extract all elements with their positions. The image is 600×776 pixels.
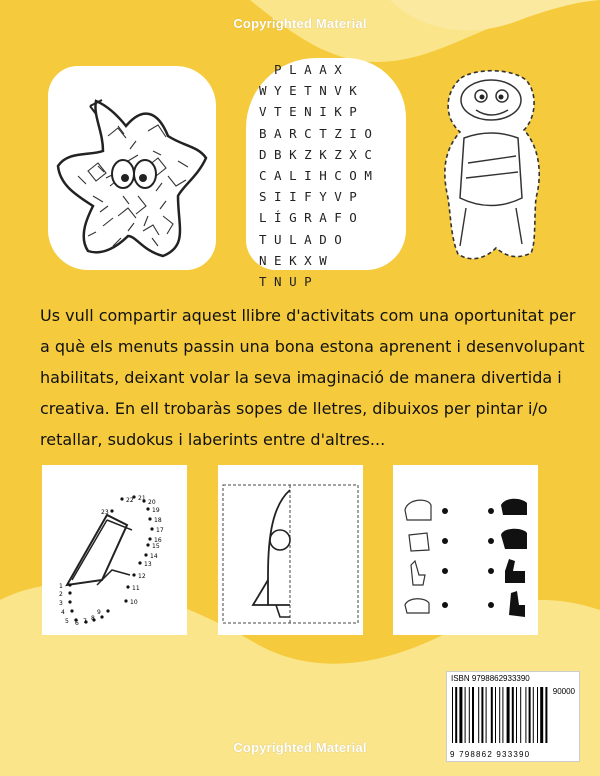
dot <box>126 585 129 588</box>
dot-number: 11 <box>132 585 140 592</box>
dot-number: 2 <box>59 591 63 598</box>
dot-number: 4 <box>61 609 65 616</box>
barcode-bar <box>533 687 534 743</box>
dot <box>124 599 127 602</box>
barcode-bar <box>472 687 474 743</box>
dot <box>106 609 109 612</box>
isbn-label: ISBN 9798862933390 <box>451 674 530 683</box>
barcode-bar <box>507 687 510 743</box>
dot-number: 10 <box>130 599 138 606</box>
word-search-row: N E K X W <box>259 252 327 268</box>
dot-number: 18 <box>154 517 162 524</box>
dot-number: 14 <box>150 553 158 560</box>
dot-number: 22 <box>126 497 134 504</box>
dot-to-dot-puzzle <box>42 465 187 635</box>
dot-number: 6 <box>75 620 79 627</box>
dot <box>100 615 103 618</box>
barcode-bar <box>520 687 521 743</box>
dot <box>144 553 147 556</box>
barcode-bar <box>499 687 500 743</box>
word-search-row: D B K Z K Z X C <box>259 146 372 162</box>
barcode-bar <box>452 687 453 743</box>
barcode-bar <box>516 687 517 743</box>
dot <box>148 517 151 520</box>
dot <box>70 609 73 612</box>
starfish-maze-illustration <box>48 66 216 270</box>
copyright-watermark-top: Copyrighted Material <box>233 16 367 31</box>
barcode-bar <box>525 687 526 743</box>
word-search-row: W Y E T N V K <box>259 83 357 99</box>
ean-number: 9 798862 933390 <box>450 750 531 759</box>
word-search-row: V T E N I K P <box>259 104 357 120</box>
barcode-bar <box>459 687 462 743</box>
dot <box>146 543 149 546</box>
maze-tile <box>48 66 216 270</box>
barcode-bar <box>529 687 531 743</box>
dot <box>120 497 123 500</box>
dot-number: 20 <box>148 499 156 506</box>
price-code: 90000 <box>552 687 575 696</box>
description-line: a què els menuts passin una bona estona aprenent i desenvolupant <box>40 337 585 356</box>
barcode-bar <box>545 687 547 743</box>
turtle-cutout-illustration <box>436 68 546 268</box>
dot <box>68 583 71 586</box>
dot-to-dot-tile <box>42 465 187 635</box>
dot-number: 8 <box>91 615 95 622</box>
word-search-row: T U L A D O <box>259 231 342 247</box>
dot <box>68 600 71 603</box>
dot <box>148 537 151 540</box>
barcode-bar <box>469 687 470 743</box>
dot <box>150 527 153 530</box>
book-description <box>40 300 585 455</box>
word-search-grid <box>259 62 372 295</box>
dot-number: 16 <box>154 537 162 544</box>
dot-number: 3 <box>59 600 63 607</box>
barcode-bars <box>450 687 576 745</box>
dot-number: 12 <box>138 573 146 580</box>
description-line: habilitats, deixant volar la seva imaginació de manera divertida i <box>40 368 562 387</box>
rocket-half-drawing <box>218 465 363 635</box>
dot-number: 21 <box>138 495 146 502</box>
word-search-row: P L A A X <box>259 62 342 77</box>
barcode-bar <box>495 687 496 743</box>
barcode-bar <box>540 687 543 743</box>
dot-number: 13 <box>144 561 152 568</box>
barcode-bar <box>491 687 493 743</box>
animal-shadow-matching <box>393 465 538 635</box>
description-line: Us vull compartir aquest llibre d'activitats com una oportunitat per <box>40 306 576 325</box>
dot <box>110 509 113 512</box>
dot <box>132 573 135 576</box>
dot-number: 5 <box>65 618 69 625</box>
shadow-matching-tile <box>393 465 538 635</box>
description-line: retallar, sudokus i laberints entre d'altres... <box>40 430 386 449</box>
dot-number: 9 <box>97 609 101 616</box>
dot-number: 7 <box>83 618 87 625</box>
dot-number: 17 <box>156 527 164 534</box>
barcode-bar <box>455 687 457 743</box>
word-search-row: T N U P <box>259 273 312 289</box>
description-line: creativa. En ell trobaràs sopes de lletres, dibuixos per pintar i/o <box>40 399 548 418</box>
dot <box>138 561 141 564</box>
dot-number: 1 <box>59 583 63 590</box>
dot-number: 15 <box>152 543 160 550</box>
barcode-bar <box>481 687 483 743</box>
dot <box>68 591 71 594</box>
dot-number: 23 <box>101 509 109 516</box>
word-search-row: B A R C T Z I O <box>259 125 372 141</box>
barcode-bar <box>502 687 503 743</box>
word-search-row: L Í G R A F O <box>259 210 357 226</box>
word-search-row: S I I F Y V P <box>259 189 357 205</box>
barcode-bar <box>537 687 538 743</box>
copyright-watermark-bottom: Copyrighted Material <box>233 740 367 755</box>
rocket-drawing-tile <box>218 465 363 635</box>
barcode-bar <box>465 687 466 743</box>
barcode-bar <box>478 687 479 743</box>
word-search-row: C A L I H C O M <box>259 167 372 183</box>
barcode-bar <box>512 687 514 743</box>
barcode-bar <box>486 687 487 743</box>
dot-number: 19 <box>152 507 160 514</box>
dot <box>146 507 149 510</box>
